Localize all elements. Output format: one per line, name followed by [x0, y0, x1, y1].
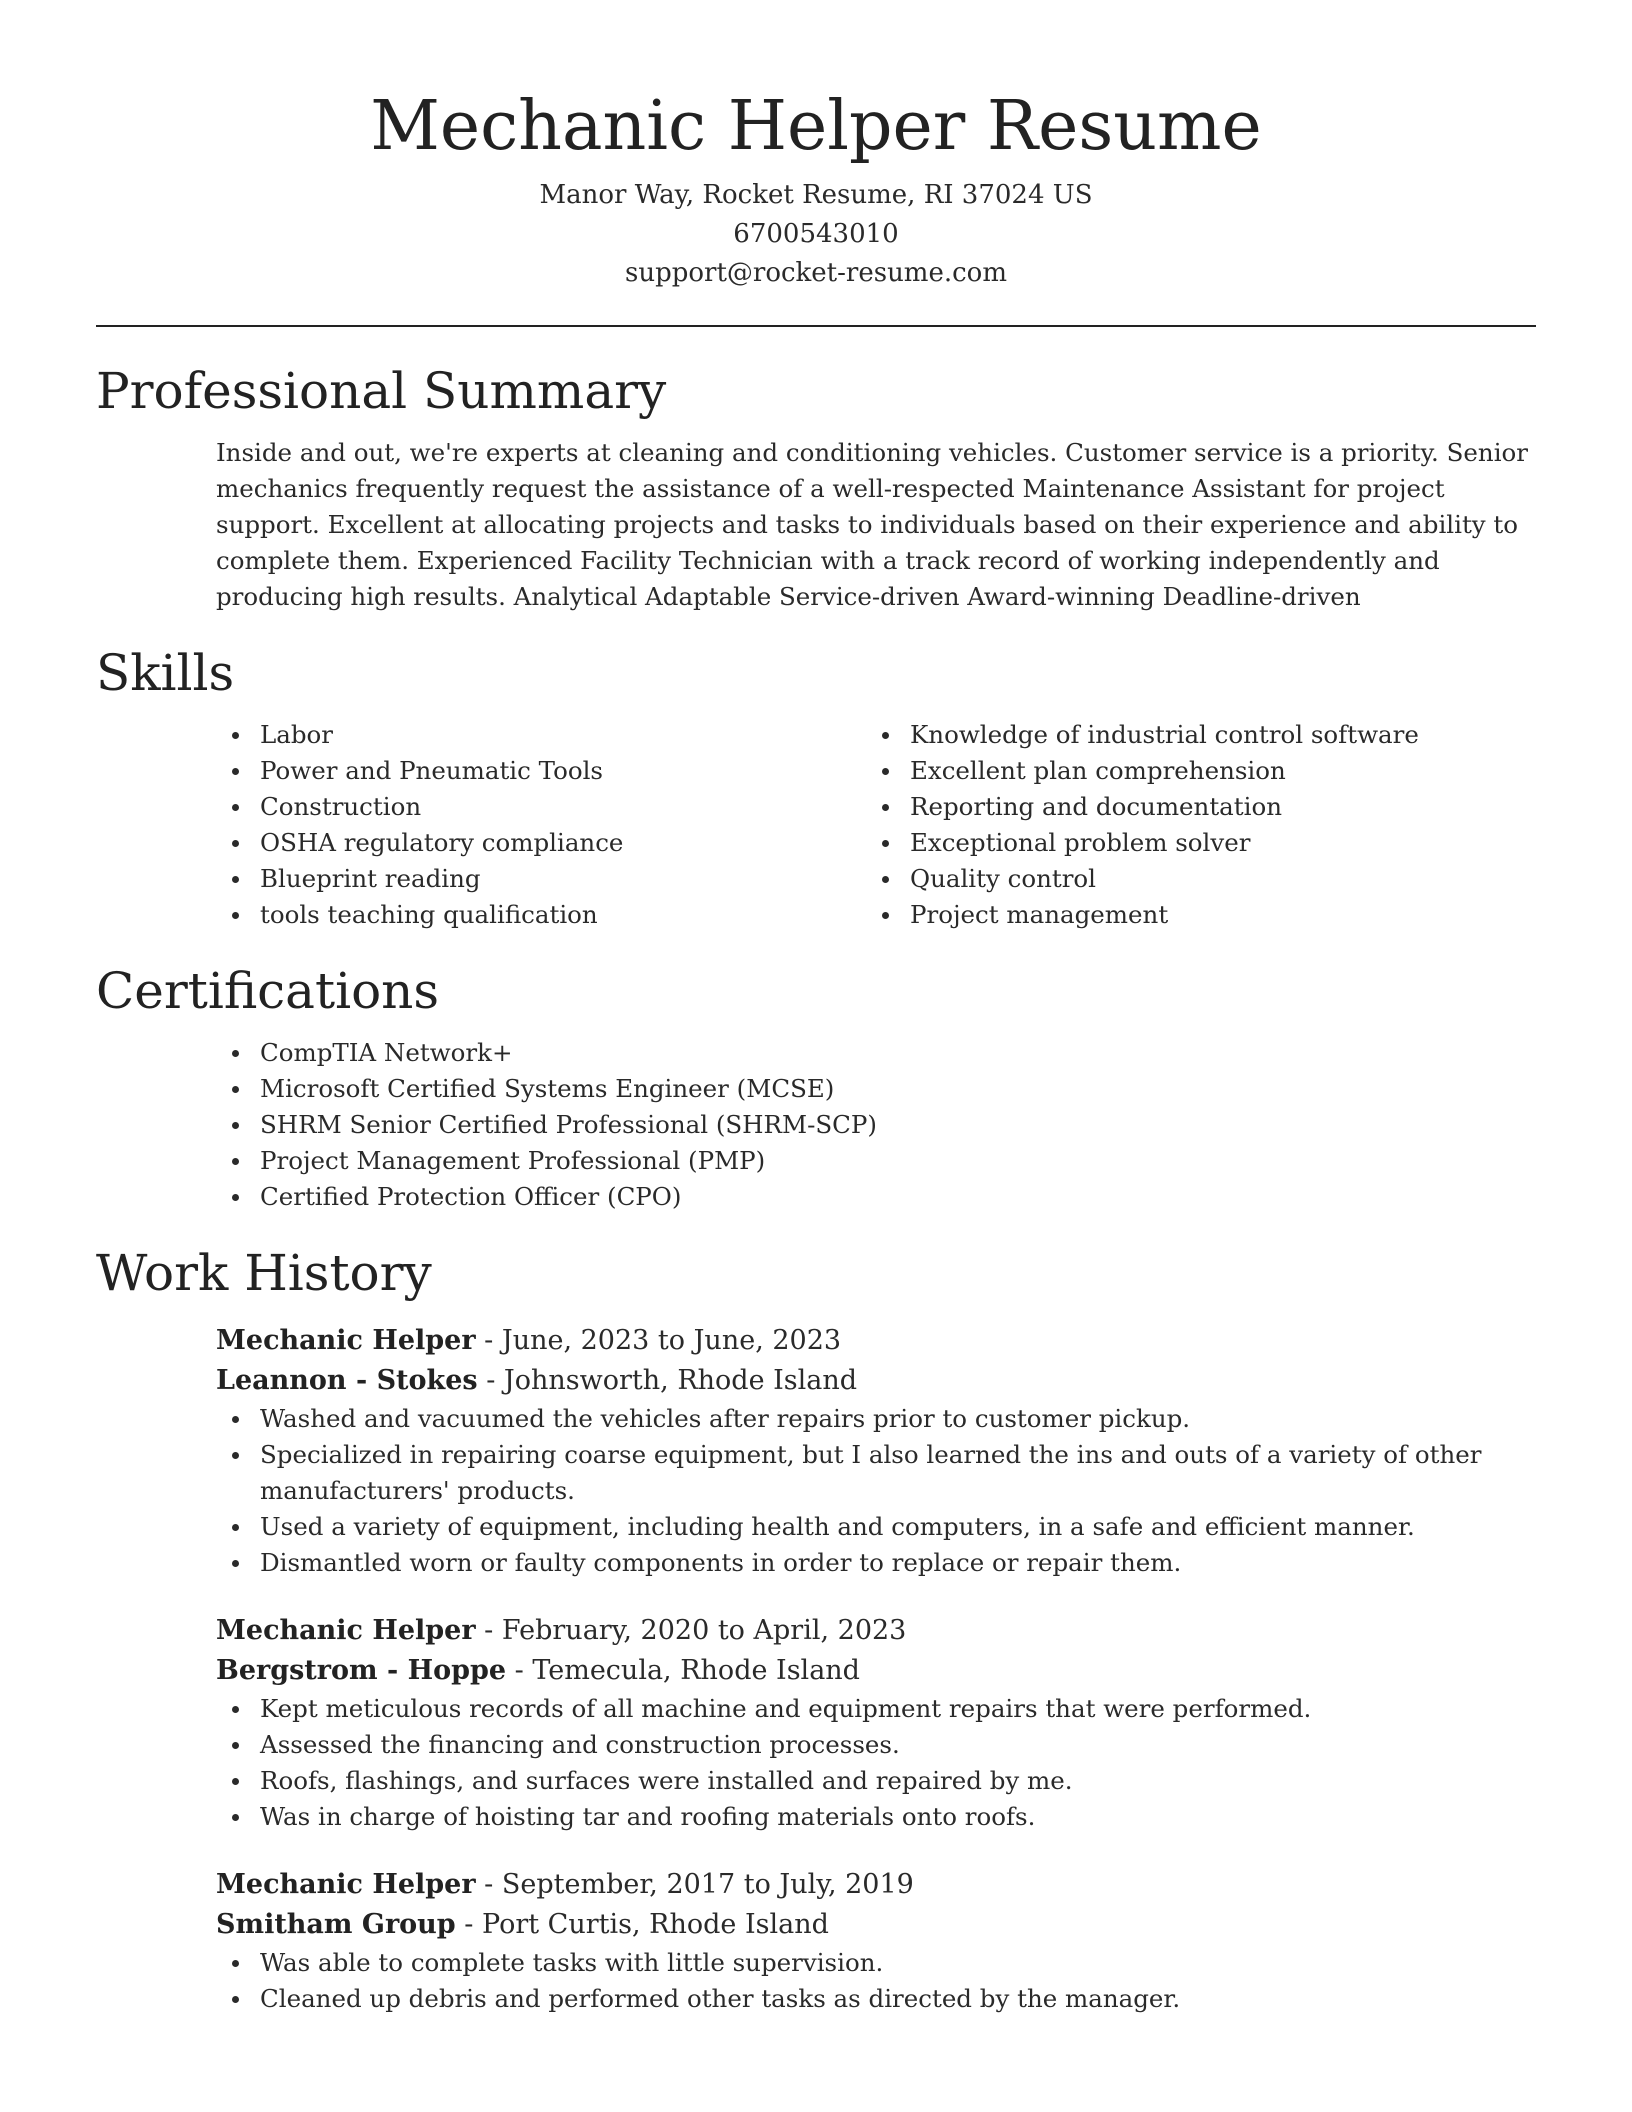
- skill-item: Exceptional problem solver: [910, 825, 1516, 861]
- certification-item: Microsoft Certified Systems Engineer (MCSE): [260, 1071, 1536, 1107]
- job-bullet: Used a variety of equipment, including health and computers, in a safe and efficient manner.: [260, 1509, 1536, 1545]
- job-location: - Temecula, Rhode Island: [506, 1655, 860, 1686]
- job-company: Leannon - Stokes: [216, 1365, 478, 1396]
- skills-column-left: [216, 717, 866, 933]
- resume-title: Mechanic Helper Resume: [370, 87, 1262, 166]
- job-role: Mechanic Helper: [216, 1615, 476, 1646]
- skill-item: Quality control: [910, 861, 1516, 897]
- skill-item: Excellent plan comprehension: [910, 753, 1516, 789]
- job-bullet: Dismantled worn or faulty components in order to replace or repair them.: [260, 1545, 1536, 1581]
- certification-item: CompTIA Network+: [260, 1035, 1536, 1071]
- job-company-line: [216, 1651, 1536, 1691]
- header-divider: [96, 325, 1536, 327]
- skills-column-right: [866, 717, 1516, 933]
- job-role: Mechanic Helper: [216, 1869, 476, 1900]
- skill-item: Blueprint reading: [260, 861, 866, 897]
- skill-item: tools teaching qualification: [260, 897, 866, 933]
- skill-item: OSHA regulatory compliance: [260, 825, 866, 861]
- certification-item: Certified Protection Officer (CPO): [260, 1179, 1536, 1215]
- job-bullets: [216, 1401, 1536, 1581]
- section-title-work-history: Work History: [96, 1244, 432, 1302]
- job-bullet: Assessed the financing and construction processes.: [260, 1727, 1536, 1763]
- section-title-summary: Professional Summary: [96, 362, 667, 420]
- job-entry: [216, 1865, 1536, 2017]
- resume-page: [96, 0, 1536, 2017]
- skill-item: Construction: [260, 789, 866, 825]
- job-bullet: Cleaned up debris and performed other tasks as directed by the manager.: [260, 1981, 1536, 2017]
- skill-item: Knowledge of industrial control software: [910, 717, 1516, 753]
- section-title-certifications: Certifications: [96, 962, 440, 1020]
- job-bullet: Specialized in repairing coarse equipment, but I also learned the ins and outs of a variety of other manufacturers' products.: [260, 1437, 1536, 1509]
- job-role-line: [216, 1611, 1536, 1651]
- job-company: Smitham Group: [216, 1909, 456, 1940]
- job-role: Mechanic Helper: [216, 1325, 476, 1356]
- job-bullet: Was able to complete tasks with little supervision.: [260, 1945, 1536, 1981]
- certification-item: SHRM Senior Certified Professional (SHRM-SCP): [260, 1107, 1536, 1143]
- skill-item: Reporting and documentation: [910, 789, 1516, 825]
- summary-text: Inside and out, we're experts at cleaning and conditioning vehicles. Customer service is a priority. Senior mechanics frequently request the assistance of a well-respected Maintenance Assistant for project support. Excellent at allocating projects and tasks to individuals based on their experience and ability to complete them. Experienced Facility Technician with a track record of working independently and producing high results. Analytical Adaptable Service-driven Award-winning Deadline-driven: [216, 438, 1528, 611]
- job-role-line: [216, 1865, 1536, 1905]
- resume-header: [96, 0, 1536, 293]
- certifications-list: [216, 1035, 1536, 1215]
- job-bullets: [216, 1691, 1536, 1835]
- section-title-skills: Skills: [96, 644, 235, 702]
- certification-item: Project Management Professional (PMP): [260, 1143, 1536, 1179]
- job-company-line: [216, 1905, 1536, 1945]
- job-dates: - September, 2017 to July, 2019: [475, 1869, 914, 1900]
- job-role-line: [216, 1321, 1536, 1361]
- job-bullets: [216, 1945, 1536, 2017]
- job-location: - Port Curtis, Rhode Island: [455, 1909, 829, 1940]
- job-entry: [216, 1611, 1536, 1835]
- contact-email: support@rocket-resume.com: [624, 258, 1007, 288]
- job-bullet: Kept meticulous records of all machine and equipment repairs that were performed.: [260, 1691, 1536, 1727]
- job-location: - Johnsworth, Rhode Island: [477, 1365, 858, 1396]
- job-company-line: [216, 1361, 1536, 1401]
- job-bullet: Was in charge of hoisting tar and roofing materials onto roofs.: [260, 1799, 1536, 1835]
- job-dates: - February, 2020 to April, 2023: [475, 1615, 907, 1646]
- skill-item: Power and Pneumatic Tools: [260, 753, 866, 789]
- job-bullet: Roofs, flashings, and surfaces were installed and repaired by me.: [260, 1763, 1536, 1799]
- contact-phone: 6700543010: [733, 219, 899, 249]
- job-company: Bergstrom - Hoppe: [216, 1655, 507, 1686]
- job-bullet: Washed and vacuumed the vehicles after repairs prior to customer pickup.: [260, 1401, 1536, 1437]
- contact-info: [96, 176, 1536, 293]
- job-dates: - June, 2023 to June, 2023: [475, 1325, 842, 1356]
- contact-address: Manor Way, Rocket Resume, RI 37024 US: [539, 180, 1093, 210]
- skill-item: Project management: [910, 897, 1516, 933]
- skills-list: [216, 717, 1536, 933]
- job-entry: [216, 1321, 1536, 1581]
- skill-item: Labor: [260, 717, 866, 753]
